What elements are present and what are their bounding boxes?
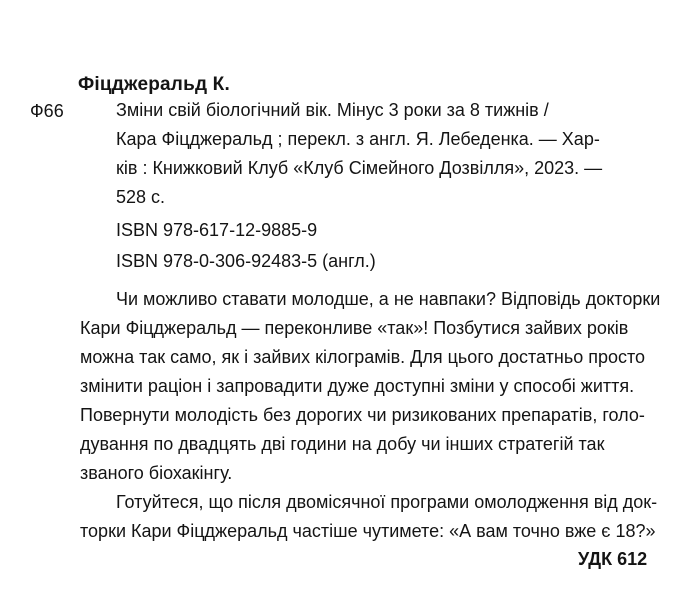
udk-code: УДК 612 (578, 549, 648, 569)
bibliographic-line-3: ків : Книжковий Клуб «Клуб Сімейного Дозвілля», 2023. — (116, 158, 603, 178)
isbn-line-1: ISBN 978-617-12-9885-9 (116, 220, 318, 240)
bibliographic-line-1: Зміни свій біологічний вік. Мінус 3 роки за 8 тижнів / (116, 100, 549, 120)
isbn-line-2: ISBN 978-0-306-92483-5 (англ.) (116, 251, 376, 271)
annotation-line-1: Чи можливо ставати молодше, а не навпаки? Відповідь докторки (116, 289, 661, 309)
annotation-line-5: Повернути молодість без дорогих чи ризикованих препаратів, голо- (80, 405, 645, 425)
bibliographic-line-4: 528 с. (116, 187, 166, 207)
author-heading: Фіцджеральд К. (78, 74, 230, 95)
annotation-line-7: званого біохакінгу. (80, 463, 233, 483)
annotation-line-8: Готуйтеся, що після двомісячної програми омолодження від док- (116, 492, 658, 512)
annotation-line-9: торки Кари Фіцджеральд частіше чутимете: «А вам точно вже є 18?» (80, 521, 656, 541)
annotation-line-4: змінити раціон і запровадити дуже доступні зміни у способі життя. (80, 376, 635, 396)
annotation-line-3: можна так само, як і зайвих кілограмів. Для цього достатньо просто (80, 347, 646, 367)
bibliographic-line-2: Кара Фіцджеральд ; перекл. з англ. Я. Лебеденка. — Хар- (116, 129, 600, 149)
annotation-line-6: дування по двадцять дві години на добу чи інших стратегій так (80, 434, 605, 454)
annotation-line-2: Кари Фіцджеральд — переконливе «так»! Позбутися зайвих років (80, 318, 629, 338)
classification-code: Ф66 (30, 101, 64, 121)
